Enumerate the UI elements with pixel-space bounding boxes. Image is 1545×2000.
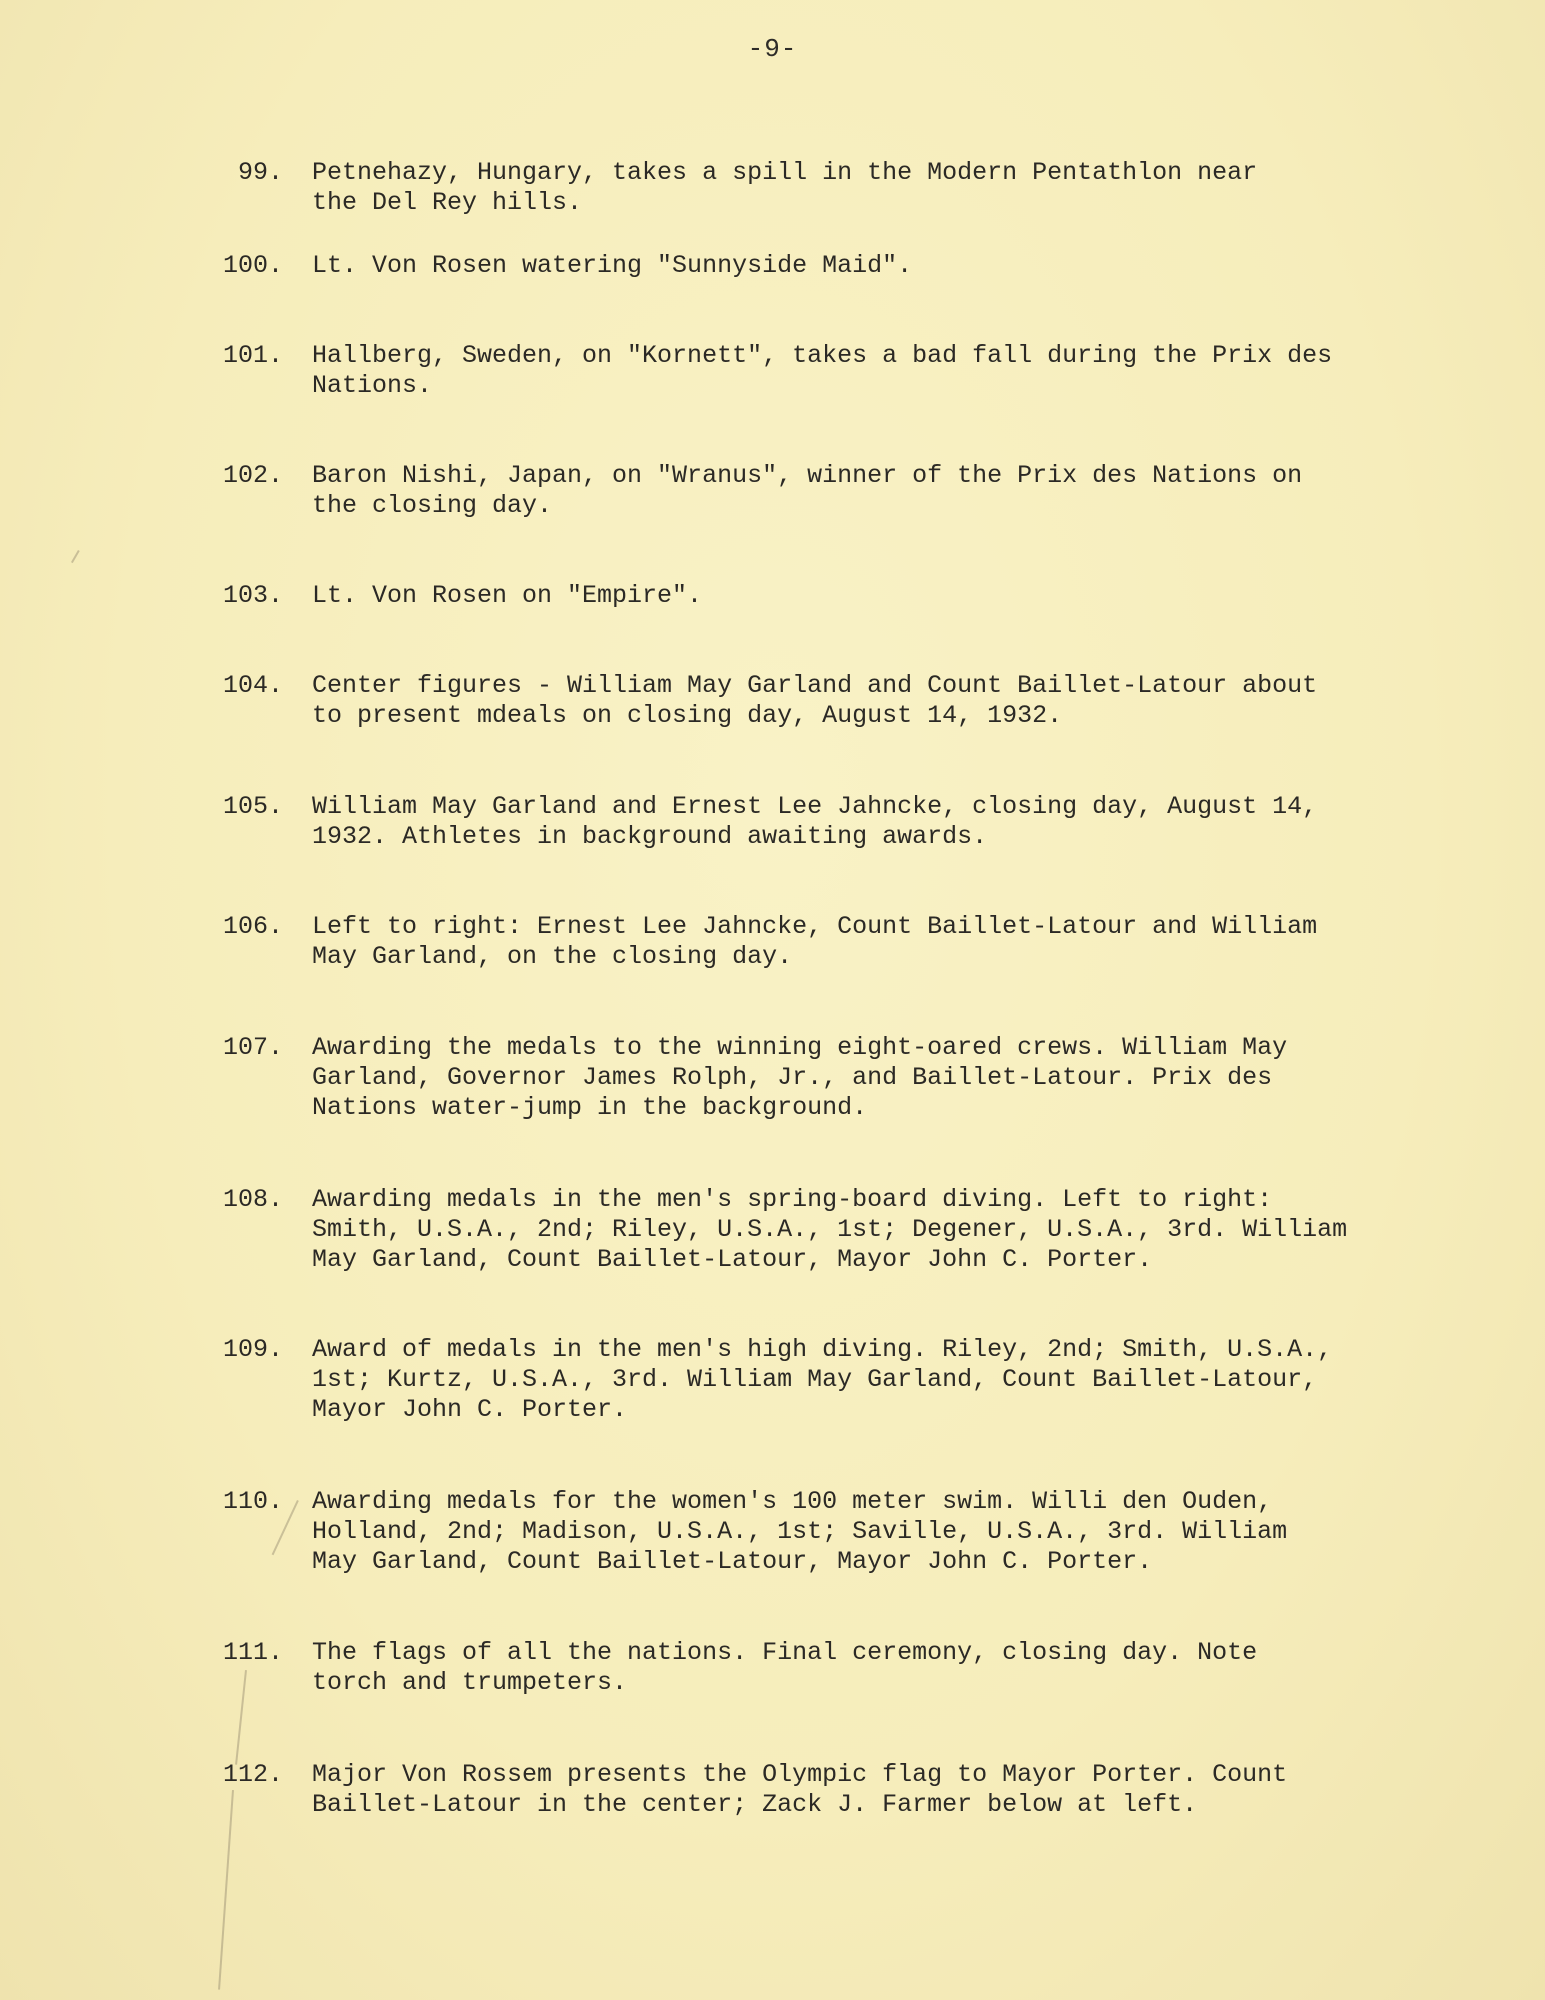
margin-pencil-mark (218, 1790, 234, 1990)
entry-line: Center figures - William May Garland and Count Baillet-Latour about (312, 671, 1318, 700)
entry-number: 107. (222, 1033, 283, 1062)
margin-pencil-mark (235, 1670, 247, 1765)
entry-line: Holland, 2nd; Madison, U.S.A., 1st; Saville, U.S.A., 3rd. William (312, 1517, 1288, 1546)
entry-text (312, 671, 1392, 731)
entry-number: 106. (222, 912, 283, 941)
entry-number: 104. (222, 671, 283, 700)
entry-line: May Garland, Count Baillet-Latour, Mayor John C. Porter. (312, 1547, 1153, 1576)
entry-line: Petnehazy, Hungary, takes a spill in the Modern Pentathlon near (312, 158, 1258, 187)
entry-line: torch and trumpeters. (312, 1668, 628, 1697)
entry-number: 112. (222, 1760, 283, 1789)
entry-line: Left to right: Ernest Lee Jahncke, Count Baillet-Latour and William (312, 912, 1318, 941)
entry-line: Nations water-jump in the background. (312, 1093, 868, 1122)
entry-number: 103. (222, 581, 283, 610)
entry-line: May Garland, Count Baillet-Latour, Mayor John C. Porter. (312, 1245, 1153, 1274)
entry-line: Awarding the medals to the winning eight-oared crews. William May (312, 1033, 1288, 1062)
entry-line: Baron Nishi, Japan, on "Wranus", winner of the Prix des Nations on (312, 461, 1303, 490)
entry-text (312, 461, 1392, 521)
entry-number: 109. (222, 1335, 283, 1364)
entry-number: 108. (222, 1185, 283, 1214)
entry-line: Garland, Governor James Rolph, Jr., and Baillet-Latour. Prix des (312, 1063, 1273, 1092)
entry-line: Nations. (312, 371, 433, 400)
entry-text (312, 1760, 1392, 1820)
entry-number: 101. (222, 341, 283, 370)
entry-text (312, 581, 1392, 611)
entry-line: to present mdeals on closing day, August 14, 1932. (312, 701, 1063, 730)
entry-number: 105. (222, 792, 283, 821)
entry-text (312, 1487, 1392, 1577)
entry-number: 100. (222, 251, 283, 280)
entry-text (312, 912, 1392, 972)
entry-text (312, 1033, 1392, 1123)
entry-line: the closing day. (312, 491, 553, 520)
entry-text (312, 1335, 1392, 1425)
page-number: -9- (747, 34, 798, 64)
entry-text (312, 158, 1392, 218)
entry-line: 1932. Athletes in background awaiting awards. (312, 822, 988, 851)
entry-text (312, 1185, 1392, 1275)
entry-line: Awarding medals for the women's 100 meter swim. Willi den Ouden, (312, 1487, 1273, 1516)
entry-text (312, 251, 1392, 281)
entry-text (312, 792, 1392, 852)
entry-line: Lt. Von Rosen watering "Sunnyside Maid". (312, 251, 913, 280)
entry-line: Mayor John C. Porter. (312, 1395, 628, 1424)
entry-line: May Garland, on the closing day. (312, 942, 793, 971)
entry-line: Award of medals in the men's high diving. Riley, 2nd; Smith, U.S.A., (312, 1335, 1333, 1364)
entry-line: William May Garland and Ernest Lee Jahncke, closing day, August 14, (312, 792, 1318, 821)
entry-number: 102. (222, 461, 283, 490)
entry-line: the Del Rey hills. (312, 188, 583, 217)
entry-line: The flags of all the nations. Final ceremony, closing day. Note (312, 1638, 1258, 1667)
entry-line: Lt. Von Rosen on "Empire". (312, 581, 703, 610)
entry-line: Baillet-Latour in the center; Zack J. Farmer below at left. (312, 1790, 1198, 1819)
entry-number: 99. (237, 158, 283, 187)
entry-text (312, 1638, 1392, 1698)
entry-line: Hallberg, Sweden, on "Kornett", takes a bad fall during the Prix des (312, 341, 1333, 370)
entry-number: 110. (222, 1487, 283, 1516)
entry-line: 1st; Kurtz, U.S.A., 3rd. William May Garland, Count Baillet-Latour, (312, 1365, 1318, 1394)
margin-pencil-mark (71, 550, 80, 563)
entry-line: Awarding medals in the men's spring-board diving. Left to right: (312, 1185, 1273, 1214)
entry-line: Major Von Rossem presents the Olympic flag to Mayor Porter. Count (312, 1760, 1288, 1789)
entry-text (312, 341, 1392, 401)
entry-line: Smith, U.S.A., 2nd; Riley, U.S.A., 1st; Degener, U.S.A., 3rd. William (312, 1215, 1348, 1244)
entry-number: 111. (222, 1638, 283, 1667)
